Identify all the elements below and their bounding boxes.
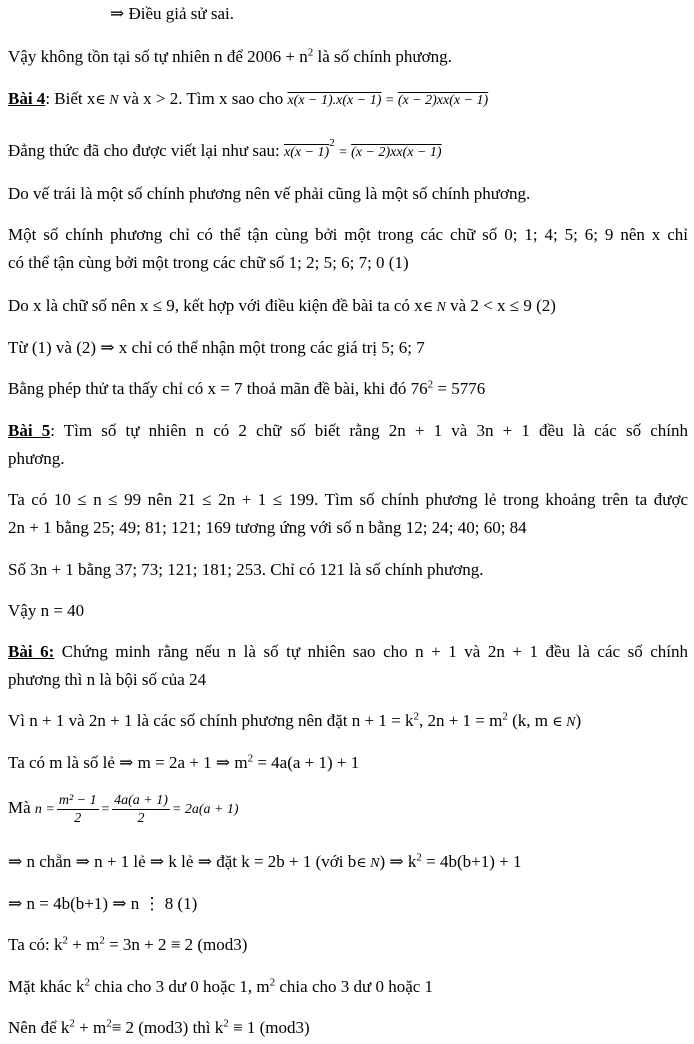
text: Bằng phép thử ta thấy chỉ có x = 7 thoả mãn đề bài, khi đó 76	[8, 379, 428, 398]
text: phương.	[8, 449, 65, 468]
line-rewritten-equation: Đẳng thức đã cho được viết lại như sau: $x(x - 1)^2 = (x - 2)xx(x - 1)$	[8, 137, 442, 160]
text: = 4a(a + 1) + 1	[253, 753, 360, 772]
exercise-6-statement	[8, 642, 688, 662]
text: ) ⇒ k	[379, 852, 417, 871]
line-n-divisible-8	[8, 894, 197, 914]
text: ⇒ n = 4b(b+1) ⇒ n ⋮ 8 (1)	[8, 894, 198, 913]
text: ⇒ n chẵn ⇒ n + 1 lẻ ⇒ k lẻ ⇒ đặt k = 2b + 1 (với b	[8, 852, 357, 871]
line-trial-result	[8, 379, 485, 399]
line-no-natural-n	[8, 47, 452, 67]
text: ≡ 1 (mod3)	[228, 1018, 310, 1037]
exponent: 2	[247, 752, 254, 765]
line-x-values	[8, 338, 425, 358]
exercise-4-statement: Bài 4: Biết x∈ N và x > 2. Tìm x sao cho x(x − 1).x(x − 1) = (x − 2)xx(x − 1)	[8, 89, 489, 108]
overlined-number: x(x − 1).x(x − 1)	[287, 93, 382, 108]
line-n-even	[8, 852, 521, 874]
line-phuong	[8, 449, 64, 469]
math: ∈ N	[422, 300, 446, 315]
exercise-6-label: Bài 6:	[8, 642, 55, 661]
overlined-number: (x − 2)xx(x − 1)	[397, 93, 489, 108]
text: Từ (1) và (2) ⇒ x chỉ có thể nhận một trong các giá trị 5; 6; 7	[8, 338, 425, 357]
line-mod3	[8, 935, 247, 955]
text: phương thì n là bội số của 24	[8, 670, 207, 689]
text: : Biết x	[45, 89, 96, 108]
text: Mà	[8, 798, 35, 817]
exercise-4-label: Bài 4	[8, 89, 46, 108]
exponent: 2	[106, 1017, 112, 1030]
text: Một số chính phương chỉ có thể tận cùng bởi một trong các chữ số 0; 1; 4; 5; 6; 9 nên x chỉ	[8, 225, 688, 244]
exponent: 2	[329, 137, 335, 149]
text: + m	[74, 1018, 107, 1037]
line-3n-plus-1	[8, 560, 483, 580]
numerator: m² − 1	[58, 792, 97, 808]
line-answer-n	[8, 601, 84, 621]
line-remainders	[8, 977, 433, 997]
math: ∈ N	[356, 856, 380, 871]
exponent: 2	[69, 1017, 75, 1030]
line-set-k-m	[8, 711, 581, 733]
text: 2n + 1 bằng 25; 49; 81; 121; 169 tương ứng với số n bằng 12; 24; 40; 60; 84	[8, 518, 527, 537]
text: Chứng minh rằng nếu n là số tự nhiên sao cho n + 1 và 2n + 1 đều là các số chính	[54, 642, 688, 661]
exercise-5-label: Bài 5	[8, 421, 51, 440]
denominator: 2	[137, 810, 145, 826]
text: là số chính phương.	[313, 47, 452, 66]
line-odd-squares	[8, 518, 527, 538]
fraction-2	[112, 792, 170, 827]
exponent: 2	[223, 1017, 229, 1030]
text: và x > 2. Tìm x sao cho	[118, 89, 288, 108]
line-range	[8, 490, 688, 510]
exponent: 2	[416, 851, 422, 864]
text: Vì n + 1 và 2n + 1 là các số chính phương nên đặt n + 1 = k	[8, 711, 414, 730]
denominator: 2	[74, 810, 82, 826]
text: ⇒ Điều giả sử sai.	[110, 4, 235, 23]
exponent: 2	[269, 976, 276, 989]
overlined-number: x(x − 1)	[283, 145, 330, 160]
text: Mặt khác k	[8, 977, 85, 996]
text: Vậy không tồn tại số tự nhiên n để 2006 + n	[8, 47, 308, 66]
text: )	[575, 711, 582, 730]
text: Nên để k	[8, 1018, 70, 1037]
exponent: 2	[99, 934, 105, 947]
numerator: 4a(a + 1)	[114, 792, 168, 808]
math: ∈ N	[95, 93, 119, 108]
exponent: 2	[62, 934, 69, 947]
text: Số 3n + 1 bằng 37; 73; 121; 181; 253. Chỉ có 121 là số chính phương.	[8, 560, 484, 579]
line-square-endings	[8, 225, 688, 245]
text: Do vế trái là một số chính phương nên vế phải cũng là một số chính phương.	[8, 184, 531, 203]
text: và 2 < x ≤ 9 (2)	[445, 296, 556, 315]
exponent: 2	[413, 710, 419, 723]
line-k-mod3	[8, 1018, 310, 1038]
text: Do x là chữ số nên x ≤ 9, kết hợp với điều kiện đề bài ta có x	[8, 296, 423, 315]
line-fraction: Mà n = $\frac{\text{m² − 1}}{2}$ = $\frac{4a(a + 1)}{2}$ = 2a(a + 1)	[8, 792, 239, 826]
line-left-side-square	[8, 184, 530, 204]
text: chia cho 3 dư 0 hoặc 1, m	[89, 977, 270, 996]
text: : Tìm số tự nhiên n có 2 chữ số biết rằng 2n + 1 và 3n + 1 đều là các số chính	[50, 421, 688, 440]
text: = 3n + 2 ≡ 2 (mod3)	[104, 935, 248, 954]
text: Ta có m là số lẻ ⇒ m = 2a + 1 ⇒ m	[8, 753, 248, 772]
exponent: 2	[502, 710, 508, 723]
text: + m	[68, 935, 100, 954]
text: = 5776	[433, 379, 486, 398]
text: Ta có: k	[8, 935, 63, 954]
text: chia cho 3 dư 0 hoặc 1	[275, 977, 434, 996]
exercise-5-statement	[8, 421, 688, 441]
text: có thể tận cùng bởi một trong các chữ số 1; 2; 5; 6; 7; 0 (1)	[8, 253, 409, 272]
overlined-number: (x − 2)xx(x − 1)	[351, 145, 442, 160]
text: = 4b(b+1) + 1	[421, 852, 522, 871]
exponent: 2	[307, 46, 314, 59]
text: Vậy n = 40	[8, 601, 85, 620]
text: , 2n + 1 = m	[418, 711, 503, 730]
line-conclusion-false	[110, 4, 234, 24]
line-m-odd	[8, 753, 359, 773]
math: ∈ N	[552, 715, 576, 730]
line-x-bound	[8, 296, 556, 318]
text: ≡ 2 (mod3) thì k	[111, 1018, 224, 1037]
math: n =	[34, 802, 55, 817]
math: = 2a(a + 1)	[171, 802, 239, 817]
exponent: 2	[427, 378, 434, 391]
text: Ta có 10 ≤ n ≤ 99 nên 21 ≤ 2n + 1 ≤ 199. Tìm số chính phương lẻ trong khoảng trên ta được	[8, 490, 688, 509]
exponent: 2	[84, 976, 90, 989]
line-multiple-of-24	[8, 670, 206, 690]
fraction-1	[57, 792, 99, 827]
text: Đẳng thức đã cho được viết lại như sau:	[8, 141, 284, 160]
text: (k, m	[507, 711, 553, 730]
line-x-endings	[8, 253, 409, 273]
